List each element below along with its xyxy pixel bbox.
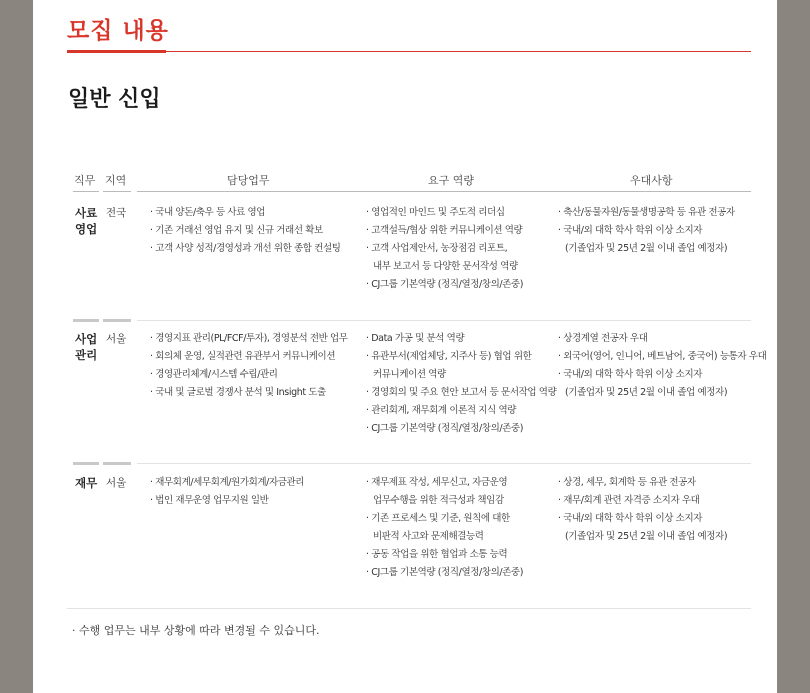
- row-job: [75, 205, 105, 237]
- row-location: 서울: [106, 333, 127, 345]
- list-item: · CJ그룹 기본역량 (정직/열정/창의/존중): [366, 423, 524, 434]
- job-label: 영업: [75, 222, 98, 236]
- header-underline: [137, 191, 751, 192]
- title-divider: [67, 51, 751, 52]
- list-item: · 상경계열 전공자 우대: [558, 333, 648, 344]
- list-item: · 외국어(영어, 인니어, 베트남어, 중국어) 능통자 우대: [558, 351, 767, 362]
- row-divider-location: [103, 319, 131, 322]
- row-job: [75, 331, 105, 363]
- list-item: · 재무제표 작성, 세무신고, 자금운영 업무수행을 위한 적극성과 책임감: [366, 477, 508, 506]
- recruitment-page: [33, 0, 777, 693]
- header-requirements: 요구 역량: [428, 174, 475, 187]
- sub-title: 일반 신입: [68, 87, 161, 112]
- row-job: [75, 475, 105, 491]
- preferences-list: [558, 330, 766, 402]
- list-item: · 기존 프로세스 및 기준, 원칙에 대한 비판적 사고와 문제해결능력: [366, 513, 510, 542]
- job-label: 사업: [75, 332, 98, 346]
- header-location: 지역: [105, 174, 127, 187]
- list-item: · 국내/외 대학 학사 학위 이상 소지자 (기졸업자 및 25년 2월 이내 졸업 예정자): [558, 369, 728, 398]
- list-item: · 고객설득/협상 위한 커뮤니케이션 역량: [366, 225, 523, 236]
- list-item: · 재무회계/세무회계/원가회계/자금관리: [150, 477, 305, 488]
- list-item: · 회의체 운영, 실적관련 유관부서 커뮤니케이션: [150, 351, 336, 362]
- job-label: 관리: [75, 348, 98, 362]
- requirements-list: [366, 474, 523, 582]
- row-divider: [137, 320, 751, 321]
- job-label: 사료: [75, 206, 98, 220]
- list-item: · 법인 재무운영 업무지원 일반: [150, 495, 269, 506]
- job-label: 재무: [75, 476, 98, 490]
- duties-list: [150, 330, 348, 402]
- list-item: · 경영회의 및 주요 현안 보고서 등 문서작업 역량: [366, 387, 557, 398]
- list-item: · 경영지표 관리(PL/FCF/투자), 경영분석 전반 업무: [150, 333, 348, 344]
- list-item: · Data 가공 및 분석 역량: [366, 333, 465, 344]
- duties-list: [150, 474, 304, 510]
- list-item: · 고객 사업제안서, 농장점검 리포트, 내부 보고서 등 다양한 문서작성 역량: [366, 243, 518, 272]
- row-divider-location: [103, 462, 131, 465]
- list-item: · 유관부서(제업체당, 지주사 등) 협업 위한 커뮤니케이션 역량: [366, 351, 532, 380]
- header-underline-location: [103, 191, 131, 192]
- list-item: · 공동 작업을 위한 협업과 소통 능력: [366, 549, 508, 560]
- header-underline-job: [73, 191, 99, 192]
- list-item: · CJ그룹 기본역량 (정직/열정/창의/존중): [366, 567, 524, 578]
- list-item: · 관리회계, 재무회계 이론적 지식 역량: [366, 405, 516, 416]
- list-item: · 국내 및 글로벌 경쟁사 분석 및 Insight 도출: [150, 387, 326, 398]
- list-item: · 축산/동물자원/동물생명공학 등 유관 전공자: [558, 207, 735, 218]
- row-divider-job: [73, 319, 99, 322]
- list-item: · 상경, 세무, 회계학 등 유관 전공자: [558, 477, 696, 488]
- list-item: · 재무/회계 관련 자격증 소지자 우대: [558, 495, 700, 506]
- header-job: 직무: [74, 174, 96, 187]
- row-divider: [137, 463, 751, 464]
- duties-list: [150, 204, 341, 258]
- list-item: · 경영관리체계/시스템 수립/관리: [150, 369, 278, 380]
- header-duties: 담당업무: [227, 174, 270, 187]
- title-divider-accent: [67, 50, 166, 53]
- preferences-list: [558, 474, 727, 546]
- list-item: · 국내/외 대학 학사 학위 이상 소지자 (기졸업자 및 25년 2월 이내 졸업 예정자): [558, 225, 728, 254]
- row-divider-job: [73, 462, 99, 465]
- footer-divider: [67, 608, 751, 609]
- requirements-list: [366, 330, 556, 438]
- list-item: · 영업적인 마인드 및 주도적 리더십: [366, 207, 505, 218]
- list-item: · CJ그룹 기본역량 (정직/열정/창의/존중): [366, 279, 524, 290]
- list-item: · 국내/외 대학 학사 학위 이상 소지자 (기졸업자 및 25년 2월 이내 졸업 예정자): [558, 513, 728, 542]
- row-location: 전국: [106, 207, 127, 219]
- requirements-list: [366, 204, 523, 294]
- footer-note: · 수행 업무는 내부 상황에 따라 변경될 수 있습니다.: [72, 624, 320, 637]
- list-item: · 국내 양돈/축우 등 사료 영업: [150, 207, 266, 218]
- row-location: 서울: [106, 477, 127, 489]
- list-item: · 고객 사양 성적/경영성과 개선 위한 종합 컨설팅: [150, 243, 341, 254]
- header-preferences: 우대사항: [630, 174, 673, 187]
- preferences-list: [558, 204, 735, 258]
- section-title: 모집 내용: [67, 18, 169, 44]
- list-item: · 기존 거래선 영업 유지 및 신규 거래선 확보: [150, 225, 323, 236]
